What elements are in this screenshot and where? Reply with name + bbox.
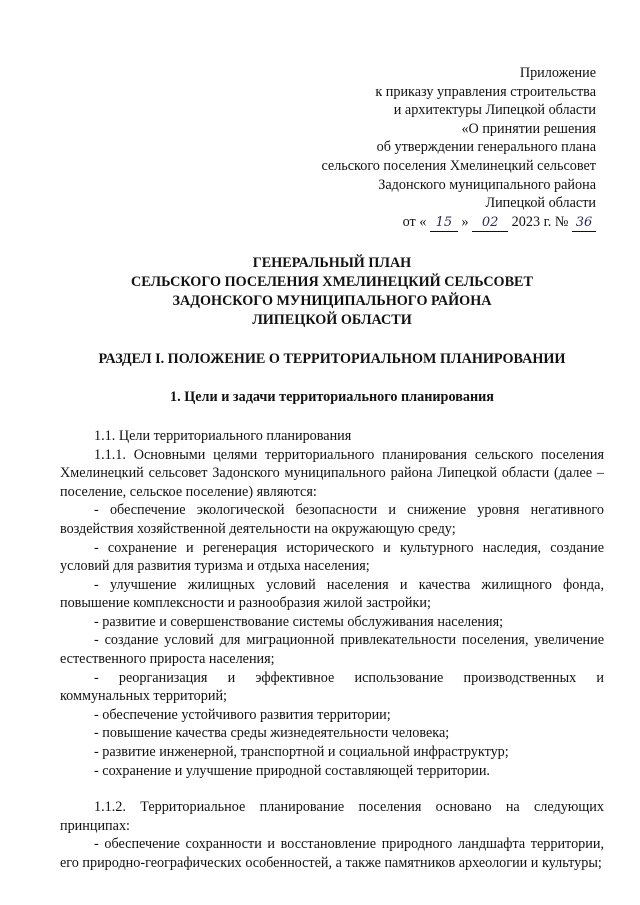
handwritten-order-number: 36 [572,215,596,232]
title-line: ЗАДОНСКОГО МУНИЦИПАЛЬНОГО РАЙОНА [172,292,492,309]
word: производственных [463,669,577,686]
list-item: - развитие инженерной, транспортной и социальной инфраструктур; [94,744,509,761]
paragraph: 1.1.1. Основными целями территориального планирования сельского поселения Хмелинецкий сельсовет Задонского муниципального района Липецкой области (далее – поселение, сельское поселение) являются: [60,446,604,500]
appendix-line: Задонского муниципального района [378,176,596,193]
list-item: - обеспечение устойчивого развития территории; [94,706,391,723]
appendix-line: Липецкой области [485,195,596,212]
appendix-line: об утверждении генерального плана [376,139,596,156]
word: и [227,669,236,686]
appendix-line: сельского поселения Хмелинецкий сельсовет [321,157,596,174]
subsection-heading: 1. Цели и задачи территориального планирования [170,389,494,406]
section-heading: РАЗДЕЛ I. ПОЛОЖЕНИЕ О ТЕРРИТОРИАЛЬНОМ ПЛАНИРОВАНИИ [98,350,566,367]
paragraph-gap [60,780,604,798]
title-line: ЛИПЕЦКОЙ ОБЛАСТИ [252,311,412,328]
list-item [60,669,604,706]
list-item: - повышение качества среды жизнедеятельности человека; [94,725,450,742]
date-mid: » [461,213,469,230]
list-item-first-line [60,669,604,688]
document-title [60,254,604,330]
word: реорганизация [118,669,208,686]
list-item: - создание условий для миграционной привлекательности поселения, увеличение естественного прироста населения; [60,632,604,668]
date-year: 2023 г. № [511,213,569,230]
handwritten-month: 02 [472,215,508,232]
appendix-line: и архитектуры Липецкой области [393,102,596,119]
list-item: - обеспечение сохранности и восстановление природного ландшафта территории, его природно-географических особенностей, а также памятников археологии и культуры; [60,836,604,871]
word: и [596,669,604,686]
handwritten-day: 15 [430,215,458,232]
appendix-line: Приложение [519,65,596,81]
date-prefix: от « [402,213,427,230]
list-item: - развитие и совершенствование системы обслуживания населения; [94,613,504,630]
appendix-block [60,64,596,232]
title-line: СЕЛЬСКОГО ПОСЕЛЕНИЯ ХМЕЛИНЕЦКИЙ СЕЛЬСОВЕТ [130,273,533,290]
word: эффективное [255,669,335,686]
list-item: - сохранение и улучшение природной составляющей территории. [94,762,490,779]
list-item: - сохранение и регенерация исторического и культурного наследия, создание условий для развития туризма и отдыха населения; [60,539,604,575]
paragraph: 1.1. Цели территориального планирования [94,427,352,444]
list-item: - обеспечение экологической безопасности и снижение уровня негативного воздействия хозяйственной деятельности на окружающую среду; [60,502,604,537]
title-line: ГЕНЕРАЛЬНЫЙ ПЛАН [252,254,412,271]
word: - [94,669,99,686]
appendix-date-line [60,213,596,232]
word: использование [354,669,444,686]
document-body [60,427,604,873]
appendix-line: к приказу управления строительства [375,83,596,100]
appendix-line: «О принятии решения [461,120,596,137]
list-item: - улучшение жилищных условий населения и качества жилищного фонда, повышение комплексности и разнообразия жилой застройки; [60,576,604,612]
list-item-continuation: коммунальных территорий; [60,688,227,705]
paragraph: 1.1.2. Территориальное планирование поселения основано на следующих принципах: [60,799,604,834]
